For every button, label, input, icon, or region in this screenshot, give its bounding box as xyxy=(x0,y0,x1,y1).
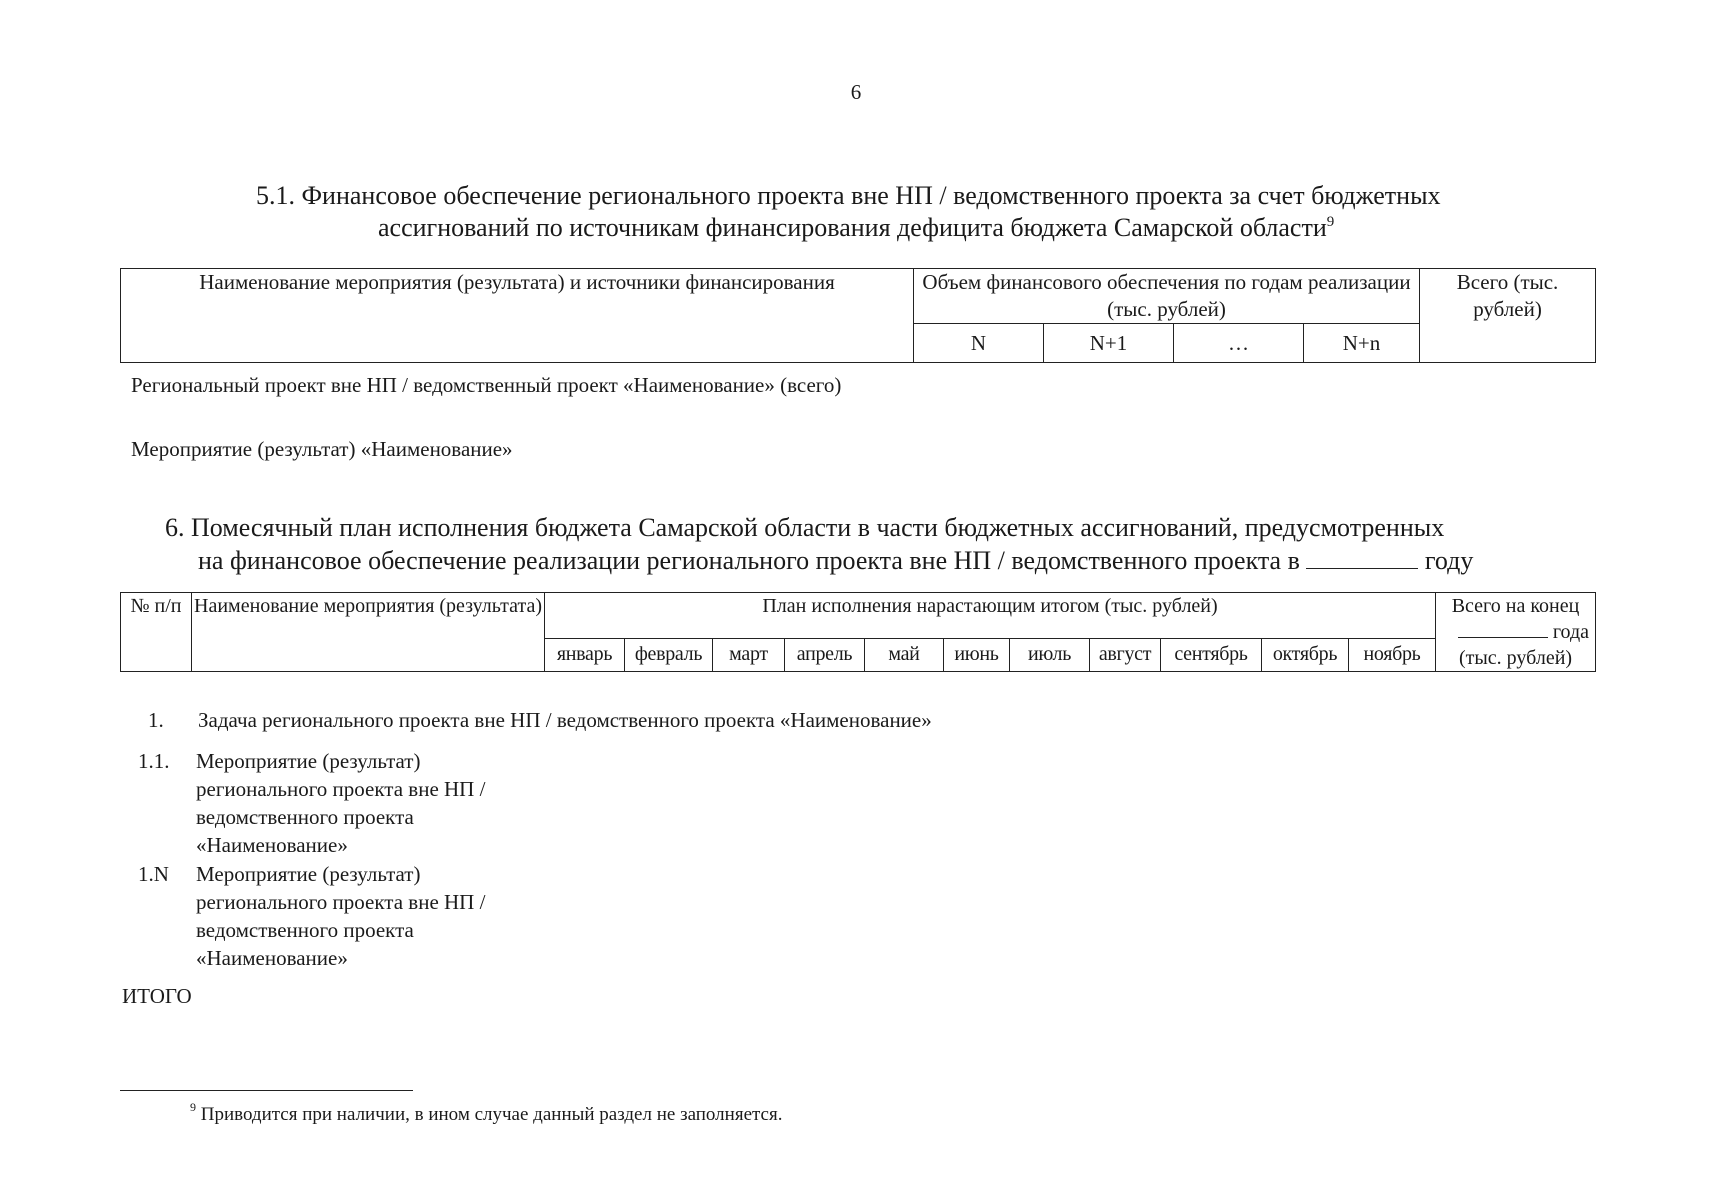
header-total-year-word: года xyxy=(1552,621,1590,643)
header-total-line3: (тыс. рублей) xyxy=(1458,647,1573,669)
month-column: февраль xyxy=(625,638,713,671)
header-financing-volume: Объем финансового обеспечения по годам реализации (тыс. рублей) xyxy=(914,269,1420,324)
footnote-text: Приводится при наличии, в ином случае данный раздел не заполняется. xyxy=(200,1104,783,1125)
header-execution-plan: План исполнения нарастающим итогом (тыс. рублей) xyxy=(545,593,1436,639)
page-number: 6 xyxy=(850,80,862,104)
year-column: N+n xyxy=(1304,324,1420,363)
month-column: январь xyxy=(545,638,625,671)
month-column: июль xyxy=(1010,638,1090,671)
month-column: ноябрь xyxy=(1349,638,1436,671)
year-column: N+1 xyxy=(1044,324,1174,363)
year-column: … xyxy=(1174,324,1304,363)
footnote-number: 9 xyxy=(190,1100,196,1114)
section-6-title-suffix: году xyxy=(1424,546,1474,575)
financing-table xyxy=(120,268,1596,363)
year-blank-field xyxy=(1306,546,1418,569)
section-6-title-line1: 6. Помесячный план исполнения бюджета Самарской области в части бюджетных ассигнований, предусмотренных xyxy=(165,513,1445,542)
month-column: март xyxy=(713,638,785,671)
year-blank-field xyxy=(1458,619,1548,638)
month-column: июнь xyxy=(944,638,1010,671)
header-total-line2 xyxy=(1436,619,1595,645)
month-column: апрель xyxy=(785,638,865,671)
header-year-end-total xyxy=(1436,593,1596,672)
header-total-line1: Всего на конец xyxy=(1451,595,1580,617)
row-text: Мероприятие (результат) регионального проекта вне НП / ведомственного проекта «Наименование» xyxy=(196,749,486,857)
header-activity-name: Наименование мероприятия (результата) xyxy=(192,593,545,672)
header-activity-name: Наименование мероприятия (результата) и источники финансирования xyxy=(121,269,914,363)
month-column: октябрь xyxy=(1262,638,1349,671)
monthly-plan-table xyxy=(120,592,1596,672)
row-number: 1. xyxy=(148,708,164,732)
section-6-title-text: на финансовое обеспечение реализации регионального проекта вне НП / ведомственного проекта в xyxy=(198,546,1300,575)
row-project-total: Региональный проект вне НП / ведомственный проект «Наименование» (всего) xyxy=(131,373,842,397)
section-5-1-title-line2 xyxy=(378,212,1334,244)
section-5-1-title-text: ассигнований по источникам финансирования дефицита бюджета Самарской области xyxy=(378,213,1327,242)
row-text: Задача регионального проекта вне НП / ведомственного проекта «Наименование» xyxy=(198,708,932,732)
row-text: Мероприятие (результат) регионального проекта вне НП / ведомственного проекта «Наименование» xyxy=(196,862,486,970)
row-number: 1.N xyxy=(138,862,169,886)
header-total: Всего (тыс. рублей) xyxy=(1420,269,1596,363)
month-column: сентябрь xyxy=(1161,638,1262,671)
row-number: 1.1. xyxy=(138,749,170,773)
footnote-reference: 9 xyxy=(1326,214,1335,230)
footnote xyxy=(190,1100,783,1126)
section-6-title-line2 xyxy=(198,545,1473,577)
header-row-number: № п/п xyxy=(121,593,192,672)
year-column: N xyxy=(914,324,1044,363)
section-5-1-title-line1: 5.1. Финансовое обеспечение регионального проекта вне НП / ведомственного проекта за счет бюджетных xyxy=(256,181,1441,210)
month-column: май xyxy=(865,638,944,671)
footnote-divider xyxy=(120,1090,413,1091)
month-column: август xyxy=(1090,638,1161,671)
row-activity: Мероприятие (результат) «Наименование» xyxy=(131,437,513,461)
total-label: ИТОГО xyxy=(122,984,192,1008)
